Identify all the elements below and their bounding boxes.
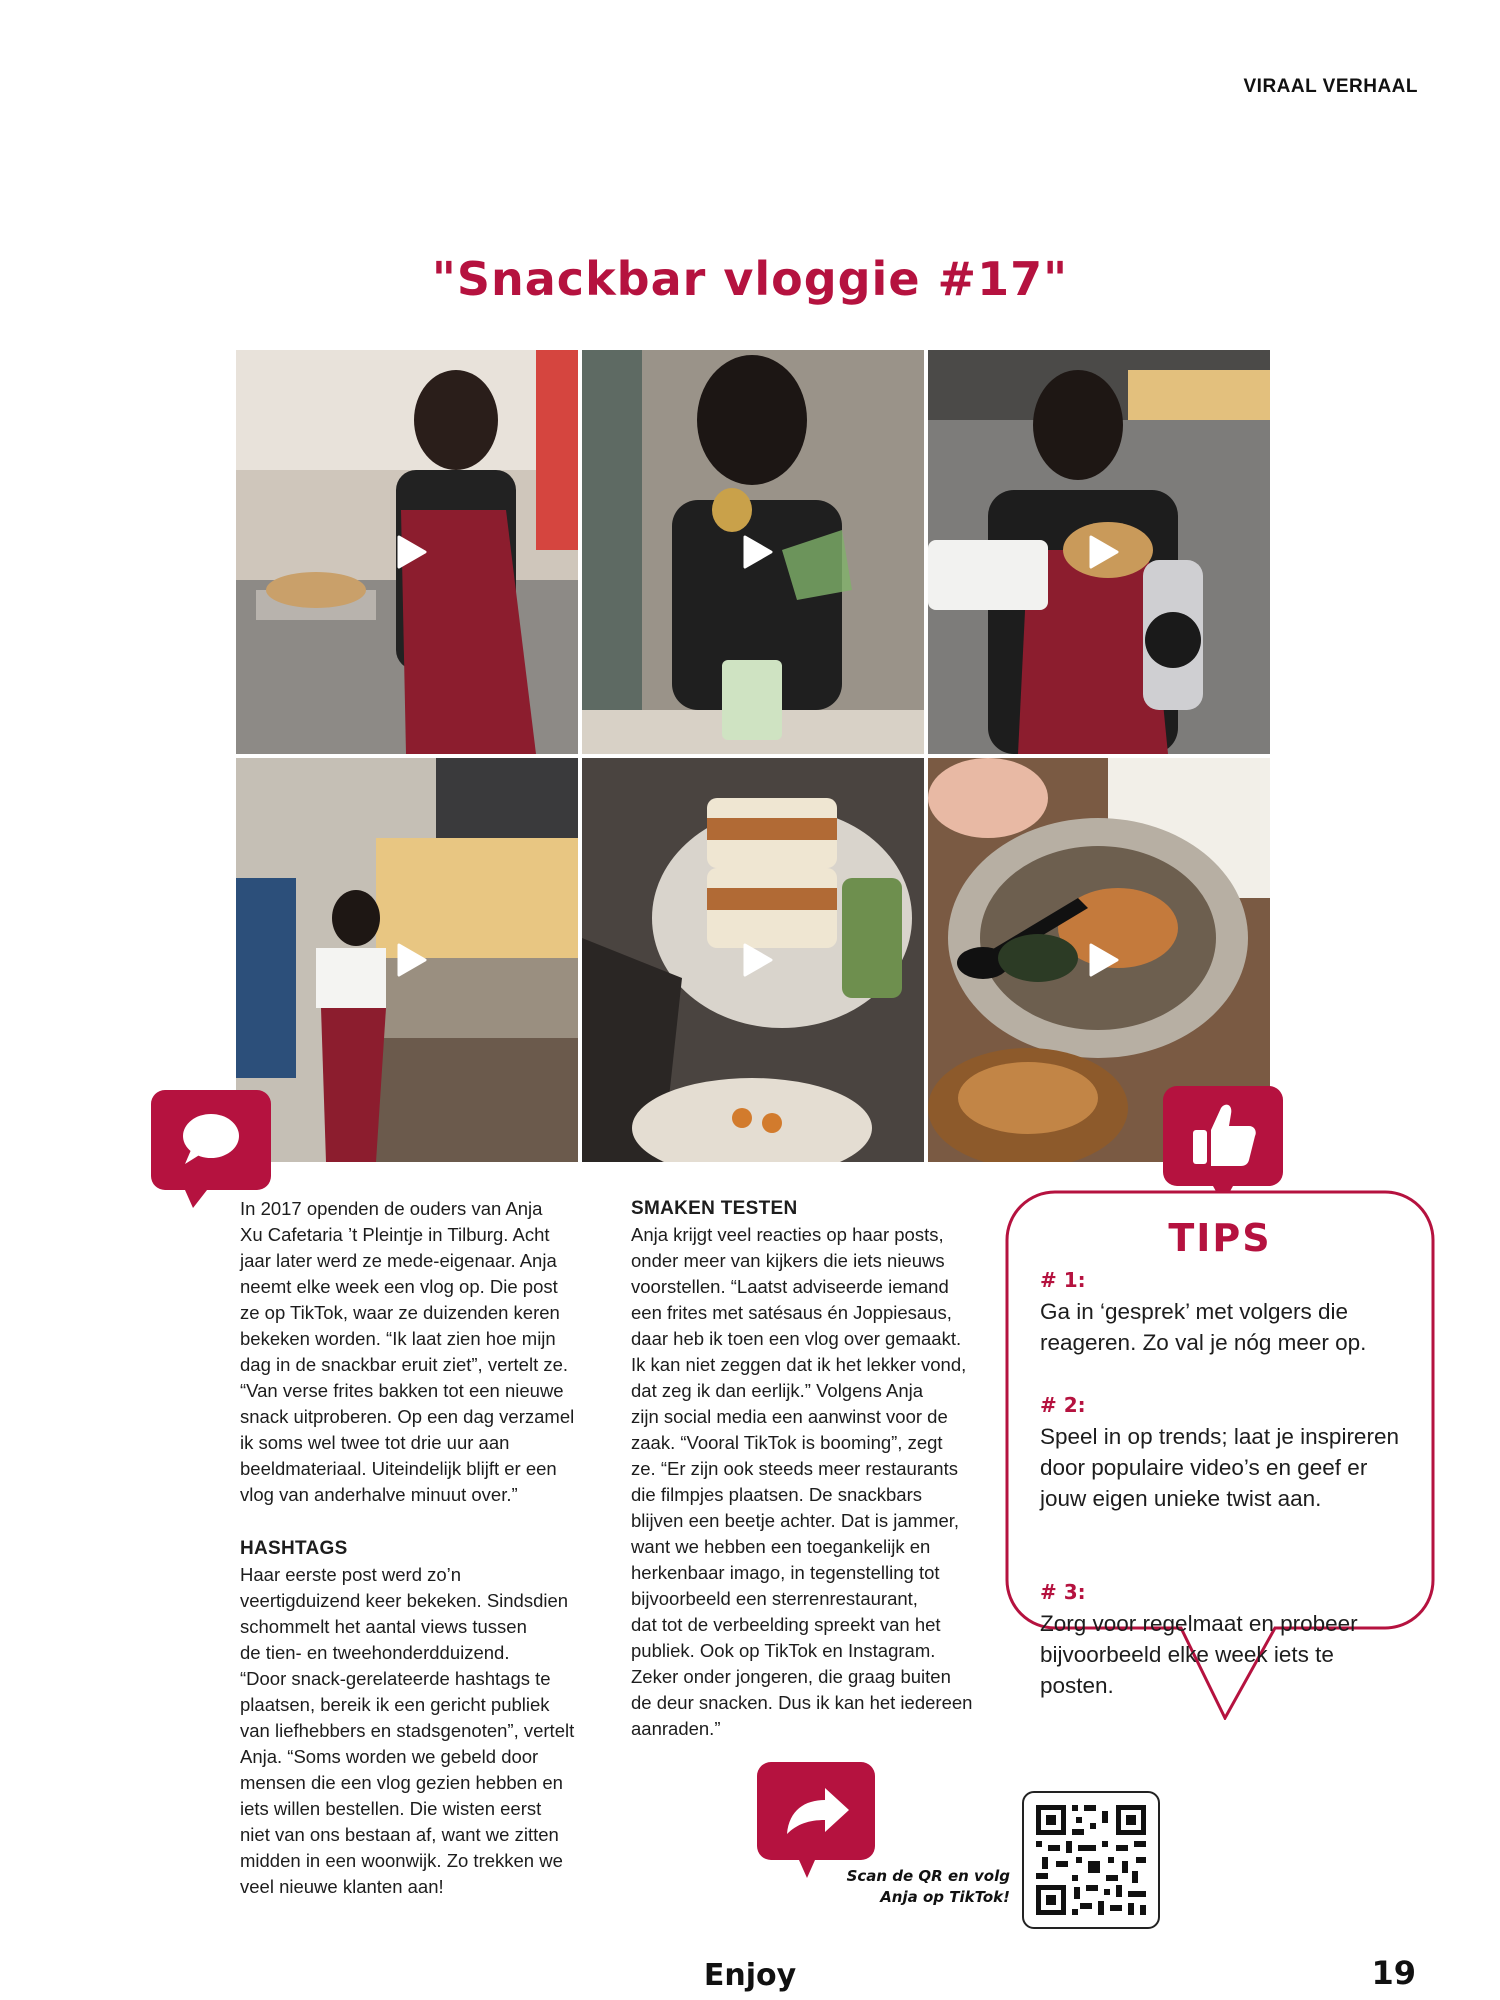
video-grid — [236, 350, 1270, 1162]
tip-number: # 1: — [1040, 1268, 1086, 1292]
video-tile[interactable] — [928, 350, 1270, 754]
video-tile[interactable] — [236, 758, 578, 1162]
tips-title: TIPS — [1168, 1216, 1272, 1260]
play-icon — [1085, 942, 1121, 978]
play-icon — [1085, 534, 1121, 570]
tip-text: Ga in ‘gesprek’ met volgers die reageren. Zo val je nóg meer op. — [1040, 1299, 1367, 1355]
section-label: VIRAAL VERHAAL — [1243, 76, 1418, 97]
play-icon — [739, 534, 775, 570]
video-tile[interactable] — [236, 350, 578, 754]
tip-item — [1040, 1268, 1410, 1358]
tip-number: # 3: — [1040, 1580, 1086, 1604]
article-column-1 — [240, 1196, 600, 1900]
hashtags-paragraph: Haar eerste post werd zo’n veertigduizend keer bekeken. Sindsdien schommelt het aantal views tussen de tien- en tweehonderdduizend. “Door snack-gerelateerde hashtags te plaatsen, bereik ik een gericht publiek van liefhebbers en stadsgenoten”, vertelt Anja. “Soms worden we gebeld door mensen die een vlog gezien hebben en iets willen bestellen. Die wisten eerst niet van ons bestaan af, want we zitten midden in een woonwijk. Zo trekken we veel nieuwe klanten aan! — [240, 1564, 575, 1897]
qr-code-graphic — [1024, 1793, 1158, 1927]
intro-paragraph: In 2017 openden de ouders van Anja Xu Cafetaria ’t Pleintje in Tilburg. Acht jaar later werd ze mede-eigenaar. Anja neemt elke week een vlog op. Die post ze op TikTok, waar ze duizenden keren bekeken worden. “Ik laat zien hoe mijn dag in de snackbar eruit ziet”, vertelt ze. “Van verse frites bakken tot een nieuwe snack uitproberen. Op een dag verzamel ik soms wel twee tot drie uur aan beeldmateriaal. Uiteindelijk blijft er een vlog van anderhalve minuut over.” — [240, 1198, 575, 1505]
share-arrow-icon[interactable] — [757, 1762, 875, 1878]
qr-code[interactable] — [1022, 1791, 1160, 1929]
article-column-2 — [631, 1196, 1001, 1742]
tip-text: Zorg voor regelmaat en probeer bijvoorbeeld elke week iets te posten. — [1040, 1611, 1358, 1698]
tip-text: Speel in op trends; laat je inspireren door populaire video’s en geef er jouw eigen unieke twist aan. — [1040, 1424, 1399, 1511]
hashtags-heading: HASHTAGS — [240, 1538, 348, 1559]
thumbs-up-icon — [1163, 1086, 1283, 1204]
play-icon — [393, 942, 429, 978]
tip-item — [1040, 1580, 1410, 1701]
video-tile[interactable] — [582, 758, 924, 1162]
speech-bubble-icon — [151, 1090, 271, 1208]
tip-item — [1040, 1393, 1410, 1514]
video-tile[interactable] — [582, 350, 924, 754]
play-icon — [393, 534, 429, 570]
tip-number: # 2: — [1040, 1393, 1086, 1417]
headline: "Snackbar vloggie #17" — [431, 252, 1069, 306]
smaken-testen-heading: SMAKEN TESTEN — [631, 1198, 798, 1219]
qr-caption: Scan de QR en volg Anja op TikTok! — [846, 1867, 1010, 1906]
play-icon — [739, 942, 775, 978]
footer-brand: Enjoy — [703, 1958, 797, 1993]
smaken-testen-paragraph: Anja krijgt veel reacties op haar posts, onder meer van kijkers die iets nieuws voorstellen. “Laatst adviseerde iemand een frites met satésaus én Joppiesaus, daar heb ik toen een vlog over gemaakt. Ik kan niet zeggen dat ik het lekker vond, dat zeg ik dan eerlijk.” Volgens Anja zijn social media een aanwinst voor de zaak. “Vooral TikTok is booming”, zegt ze. “Er zijn ook steeds meer restaurants die filmpjes plaatsen. De snackbars blijven een beetje achter. Dat is jammer, want we hebben een toegankelijk en herkenbaar imago, in tegenstelling tot bijvoorbeeld een sterrenrestaurant, dat tot de verbeelding spreekt van het publiek. Ook op TikTok en Instagram. Zeker onder jongeren, die graag buiten de deur snacken. Dus ik kan het iedereen aanraden.” — [631, 1224, 973, 1739]
page-number: 19 — [1371, 1954, 1416, 1992]
